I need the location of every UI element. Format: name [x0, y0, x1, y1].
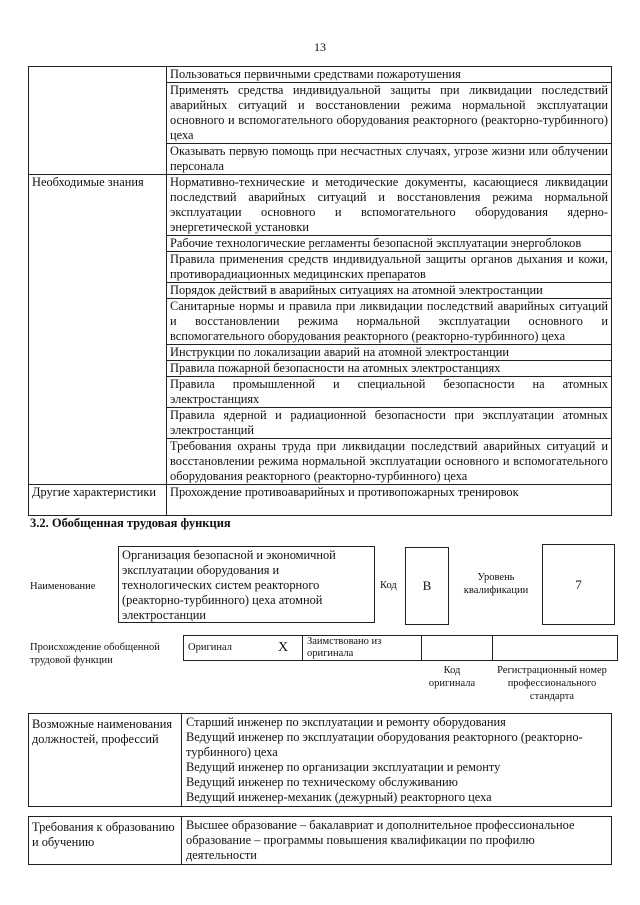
- list-item: Оказывать первую помощь при несчастных случаях, угрозе жизни или облучении персонала: [167, 144, 612, 175]
- level-value: 7: [575, 576, 582, 592]
- list-item: Нормативно-технические и методические документы, касающиеся ликвидации последствий аварийных ситуаций и восстановления режима нормальной эксплуатации основного и вспомогательного оборудования ядерно-энергетической установки: [167, 175, 612, 236]
- skills-knowledge-table: [28, 66, 612, 516]
- list-item: Инструкции по локализации аварий на атомной электростанции: [167, 345, 612, 361]
- original-mark: X: [264, 636, 303, 661]
- section-heading: 3.2. Обобщенная трудовая функция: [30, 516, 231, 530]
- function-name-box: [118, 546, 375, 623]
- level-label: Уровень квалификации: [463, 572, 529, 596]
- list-item: Правила пожарной безопасности на атомных электростанциях: [167, 361, 612, 377]
- code-label: Код: [380, 580, 397, 591]
- table-row: [29, 67, 612, 83]
- list-item: Применять средства индивидуальной защиты при ликвидации последствий аварийных ситуаций и восстановлении режима нормальной эксплуатации основного и вспомогательного оборудования реакторного (реакторно-турбинного) цеха: [167, 83, 612, 144]
- code-box: [405, 547, 449, 625]
- list-item: Ведущий инженер по техническому обслуживанию: [186, 775, 458, 789]
- list-item: Правила промышленной и специальной безопасности на атомных электростанциях: [167, 377, 612, 408]
- positions-list: [182, 714, 612, 807]
- origin-label: Происхождение обобщенной трудовой функции: [30, 642, 160, 666]
- table-row: [29, 485, 612, 516]
- code-original-caption: Код оригинала: [428, 665, 476, 689]
- list-item: Правила ядерной и радиационной безопасности при эксплуатации атомных электростанций: [167, 408, 612, 439]
- row-label: [29, 67, 167, 175]
- education-table: [28, 816, 612, 865]
- list-item: Рабочие технологические регламенты безопасной эксплуатации энергоблоков: [167, 236, 612, 252]
- borrowed-label: Заимствовано из оригинала: [303, 636, 422, 661]
- level-box: [542, 544, 615, 625]
- row-label-other: Другие характеристики: [29, 485, 167, 516]
- reg-number-cell: [493, 636, 618, 661]
- row-label-knowledge: Необходимые знания: [29, 175, 167, 485]
- page-number: 13: [314, 40, 326, 54]
- table-row: [29, 714, 612, 807]
- list-item: Порядок действий в аварийных ситуациях на атомной электростанции: [167, 283, 612, 299]
- table-row: [184, 636, 618, 661]
- list-item: Ведущий инженер по эксплуатации оборудования реакторного (реакторно-турбинного) цеха: [186, 730, 583, 759]
- list-item: Ведущий инженер-механик (дежурный) реакторного цеха: [186, 790, 492, 804]
- name-label: Наименование: [30, 581, 96, 592]
- positions-label: Возможные наименования должностей, профессий: [29, 714, 182, 807]
- list-item: Санитарные нормы и правила при ликвидации последствий аварийных ситуаций и восстановлении режима нормальной эксплуатации основного и вспомогательного оборудования реакторного (реакторно-турбинного) цеха: [167, 299, 612, 345]
- table-row: [29, 175, 612, 236]
- list-item: Правила применения средств индивидуальной защиты органов дыхания и кожи, противорадиационных медицинских препаратов: [167, 252, 612, 283]
- table-row: [29, 817, 612, 865]
- function-name-value: Организация безопасной и экономичной эксплуатации оборудования и технологических систем реакторного (реакторно-турбинного) цеха атомной электростанции: [122, 548, 336, 622]
- list-item: Пользоваться первичными средствами пожаротушения: [167, 67, 612, 83]
- list-item: Требования охраны труда при ликвидации последствий аварийных ситуаций и восстановлении режима нормальной эксплуатации основного и вспомогательного оборудования реакторного (реакторно-турбинного) цеха: [167, 439, 612, 485]
- original-label: Оригинал: [184, 636, 265, 661]
- list-item: Ведущий инженер по организации эксплуатации и ремонту: [186, 760, 501, 774]
- list-item: Старший инженер по эксплуатации и ремонту оборудования: [186, 715, 506, 729]
- reg-number-caption: Регистрационный номер профессионального стандарта: [497, 665, 607, 702]
- education-label: Требования к образованию и обучению: [29, 817, 182, 865]
- code-value: B: [422, 578, 432, 593]
- positions-table: [28, 713, 612, 807]
- code-original-cell: [422, 636, 493, 661]
- list-item: Прохождение противоаварийных и противопожарных тренировок: [167, 485, 612, 516]
- origin-table: [183, 635, 618, 661]
- education-value: Высшее образование – бакалавриат и дополнительное профессиональное образование – программы повышения квалификации по профилю деятельности: [182, 817, 612, 865]
